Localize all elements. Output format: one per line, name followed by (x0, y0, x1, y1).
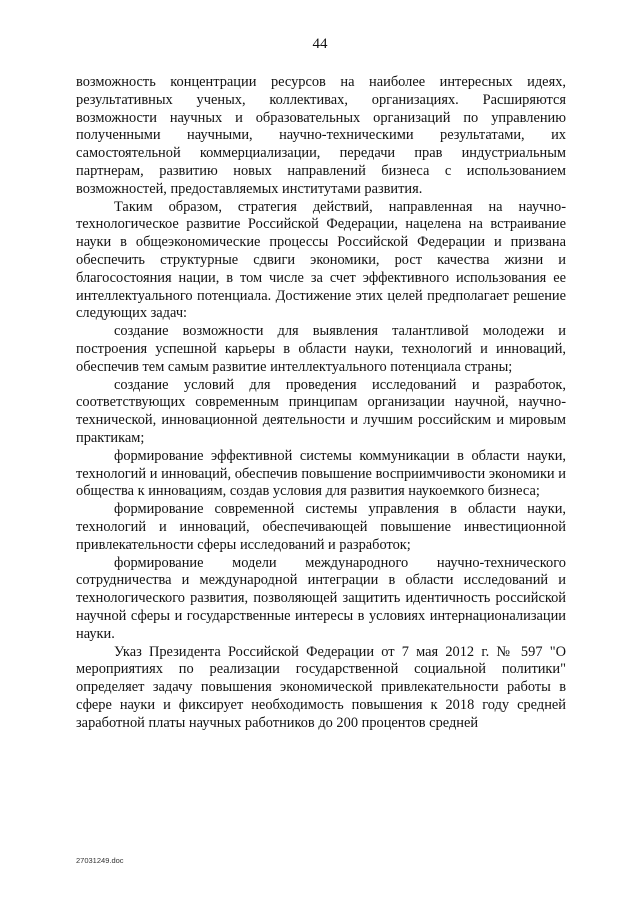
document-body (76, 74, 566, 732)
footer-filename: 27031249.doc (76, 856, 124, 865)
page-number: 44 (312, 36, 328, 52)
task-item-management: формирование современной системы управления в области науки, технологий и инноваций, обеспечивающей повышение инвестиционной привлекательности сферы исследований и разработок; (76, 501, 566, 553)
task-item-international: формирование модели международного научно-технического сотрудничества и международной интеграции в области исследований и технологического развития, позволяющей защитить идентичность российской научной сферы и государственные интересы в условиях интернационализации науки. (76, 554, 566, 642)
task-item-research-conditions: создание условий для проведения исследований и разработок, соответствующих современным принципам организации научной, научно-технической, инновационной деятельности и лучшим российским и мировым практикам; (76, 376, 566, 446)
paragraph-continuation: возможность концентрации ресурсов на наиболее интересных идеях, результативных ученых, коллективах, организациях. Расширяются возможности научных и образовательных организаций по управлению полученными научными, научно-техническими результатами, их самостоятельной коммерциализации, передачи прав индустриальным партнерам, развитию новых направлений бизнеса с использованием возможностей, предоставляемых институтами развития. (76, 74, 566, 197)
paragraph-decree: Указ Президента Российской Федерации от 7 мая 2012 г. № 597 "О мероприятиях по реализации государственной социальной политики" определяет задачу повышения экономической привлекательности работы в сфере науки и фиксирует необходимость повышения к 2018 году средней заработной платы научных работников до 200 процентов средней (76, 643, 566, 731)
task-item-communication: формирование эффективной системы коммуникации в области науки, технологий и инноваций, обеспечив повышение восприимчивости экономики и общества к инновациям, создав условия для развития наукоемкого бизнеса; (76, 447, 566, 500)
paragraph-strategy: Таким образом, стратегия действий, направленная на научно-технологическое развитие Российской Федерации, нацелена на встраивание науки в общеэкономические процессы Российской Федерации и призвана обеспечить структурные сдвиги экономики, рост качества жизни и благосостояния нации, в том числе за счет эффективного использования ее интеллектуального потенциала. Достижение этих целей предполагает решение следующих задач: (76, 198, 566, 322)
task-item-talent: создание возможности для выявления талантливой молодежи и построения успешной карьеры в области науки, технологий и инноваций, обеспечив тем самым развитие интеллектуального потенциала страны; (76, 323, 566, 375)
